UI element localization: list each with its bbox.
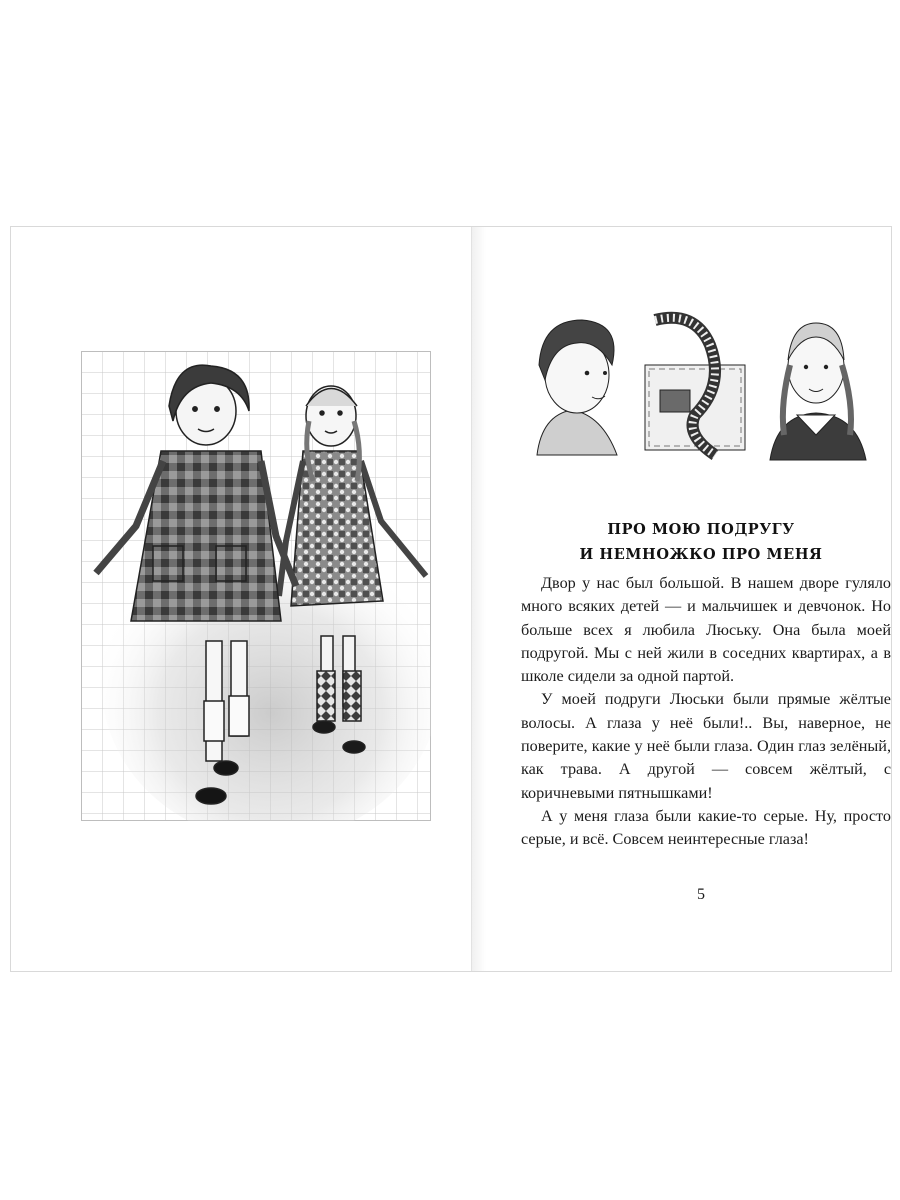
left-page — [11, 227, 472, 971]
short-haired-girl-portrait-icon — [517, 305, 627, 465]
two-girls-illustration — [81, 351, 431, 821]
paragraph-3: А у меня глаза были какие-то серые. Ну, просто серые, и всё. Совсем неинтересные глаза! — [521, 806, 891, 849]
book-spread — [10, 226, 892, 972]
chapter-title — [472, 517, 900, 567]
chapter-title-line-2: И НЕМНОЖКО ПРО МЕНЯ — [579, 546, 823, 563]
girl-with-braids-portrait-icon — [762, 305, 870, 465]
paragraph-1: Двор у нас был большой. В нашем дворе гуляло много всяких детей — и мальчишек и девчонок. Но больше всех я любила Люську. Она была моей подругой. Мы с ней жили в соседних квартирах, а в школе сидели за одной партой. — [521, 574, 891, 686]
paragraph-2: У моей подруги Люськи были прямые жёлтые волосы. А глаза у неё были!.. Вы, наверное, не поверите, какие у неё были глаза. Один глаз зелёный, как трава. А другой — совсем жёлтый, с коричневыми пятнышками! — [521, 690, 891, 802]
envelope-and-measuring-tape-icon — [635, 305, 755, 465]
chapter-header-vignettes — [517, 305, 867, 465]
right-page — [472, 227, 891, 971]
chapter-body — [521, 572, 891, 852]
chapter-title-line-1: ПРО МОЮ ПОДРУГУ — [607, 521, 795, 538]
page-number: 5 — [697, 886, 705, 903]
